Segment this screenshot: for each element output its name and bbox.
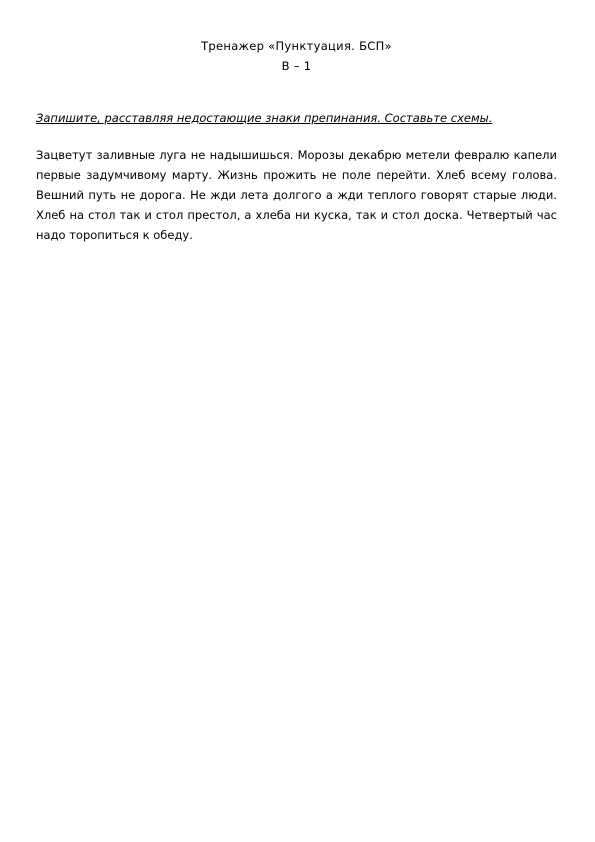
variant-label: В – 1 (281, 59, 312, 73)
document-page (36, 36, 557, 245)
document-title: Тренажер «Пунктуация. БСП» (201, 39, 392, 53)
exercise-text: Зацветут заливные луга не надышишься. Морозы декабрю метели февралю капели первые задумчивому марту. Жизнь прожить не поле перейти. Хлеб всему голова. Вешний путь не дорога. Не жди лета долгого а жди теплого говорят старые люди. Хлеб на стол так и стол престол, а хлеба ни куска, так и стол доска. Четвертый час надо торопиться к обеду. (36, 148, 557, 242)
task-instruction: Запишите, расставляя недостающие знаки препинания. Составьте схемы. (36, 111, 493, 125)
